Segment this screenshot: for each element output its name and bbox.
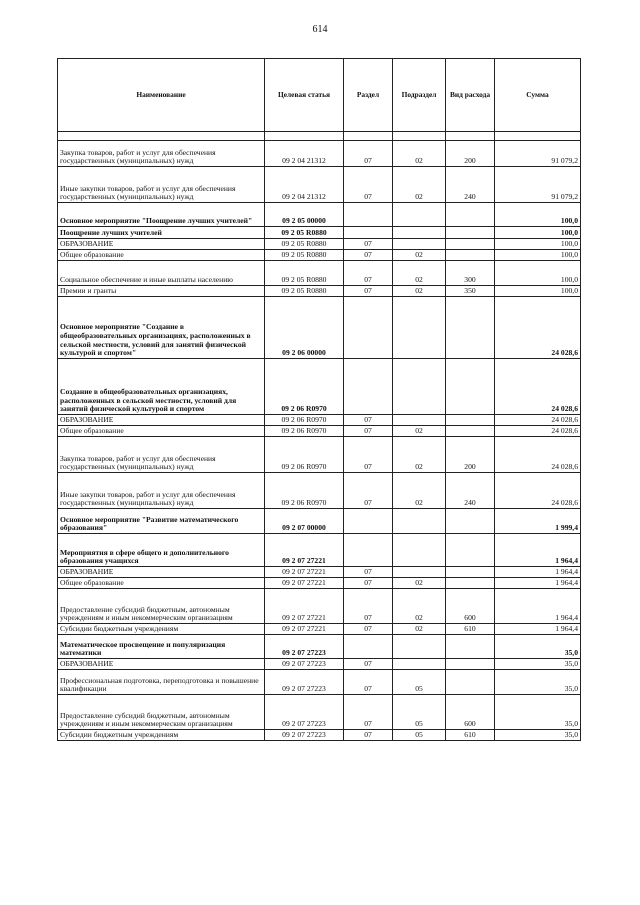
cell-section: 07 — [344, 473, 393, 509]
cell-name: Создание в общеобразовательных организациях, расположенных в сельской местности, условий для занятий физической культурой и спортом — [58, 359, 265, 415]
cell-code: 09 2 06 R0970 — [265, 415, 344, 426]
cell-type: 600 — [446, 589, 495, 624]
cell-section: 07 — [344, 286, 393, 297]
cell-subsection — [393, 297, 446, 359]
cell-section: 07 — [344, 589, 393, 624]
cell-code: 09 2 05 R0880 — [265, 227, 344, 239]
cell-code: 09 2 06 R0970 — [265, 437, 344, 473]
table-row — [58, 578, 581, 589]
cell-name: ОБРАЗОВАНИЕ — [58, 239, 265, 250]
cell-section: 07 — [344, 730, 393, 741]
header-subsection: Подраздел — [393, 59, 446, 132]
cell-subsection: 02 — [393, 261, 446, 286]
cell-subsection — [393, 203, 446, 227]
table-row — [58, 203, 581, 227]
cell-sum: 1 964,4 — [495, 589, 581, 624]
table-row — [58, 286, 581, 297]
cell-type: 350 — [446, 286, 495, 297]
cell-section: 07 — [344, 261, 393, 286]
cell-sum: 35,0 — [495, 730, 581, 741]
cell-section — [344, 509, 393, 534]
table-row — [58, 473, 581, 509]
cell-subsection: 02 — [393, 589, 446, 624]
cell-code: 09 2 07 00000 — [265, 509, 344, 534]
cell-section — [344, 635, 393, 659]
cell-code: 09 2 07 27223 — [265, 730, 344, 741]
cell-subsection — [393, 659, 446, 670]
cell-code: 09 2 06 R0970 — [265, 359, 344, 415]
cell-subsection: 02 — [393, 167, 446, 203]
cell-sum: 100,0 — [495, 261, 581, 286]
cell-subsection — [393, 415, 446, 426]
cell-sum: 24 028,6 — [495, 297, 581, 359]
budget-table — [57, 58, 581, 741]
table-row — [58, 589, 581, 624]
cell-subsection — [393, 509, 446, 534]
spacer-cell — [446, 132, 495, 141]
table-row — [58, 426, 581, 437]
cell-type — [446, 250, 495, 261]
cell-name: Общее образование — [58, 578, 265, 589]
cell-code: 09 2 07 27221 — [265, 567, 344, 578]
cell-subsection: 02 — [393, 286, 446, 297]
cell-name: Профессиональная подготовка, переподготовка и повышение квалификации — [58, 670, 265, 695]
table-row — [58, 534, 581, 567]
cell-name: Иные закупки товаров, работ и услуг для обеспечения государственных (муниципальных) нужд — [58, 473, 265, 509]
cell-type — [446, 509, 495, 534]
spacer-cell — [344, 132, 393, 141]
cell-type: 600 — [446, 695, 495, 730]
cell-code: 09 2 06 R0970 — [265, 426, 344, 437]
table-row — [58, 695, 581, 730]
cell-code: 09 2 07 27223 — [265, 635, 344, 659]
table-row — [58, 509, 581, 534]
cell-section: 07 — [344, 670, 393, 695]
table-row — [58, 167, 581, 203]
cell-name: Мероприятия в сфере общего и дополнительного образования учащихся — [58, 534, 265, 567]
cell-sum: 100,0 — [495, 227, 581, 239]
cell-code: 09 2 06 R0970 — [265, 473, 344, 509]
cell-subsection — [393, 359, 446, 415]
table-row — [58, 415, 581, 426]
cell-name: ОБРАЗОВАНИЕ — [58, 659, 265, 670]
cell-subsection: 02 — [393, 250, 446, 261]
cell-section: 07 — [344, 624, 393, 635]
table-row — [58, 635, 581, 659]
cell-code: 09 2 06 00000 — [265, 297, 344, 359]
cell-sum: 35,0 — [495, 670, 581, 695]
cell-sum: 100,0 — [495, 239, 581, 250]
cell-type — [446, 578, 495, 589]
cell-code: 09 2 07 27221 — [265, 624, 344, 635]
cell-name: Общее образование — [58, 250, 265, 261]
cell-sum: 1 964,4 — [495, 534, 581, 567]
table-header-row — [58, 59, 581, 132]
spacer-cell — [495, 132, 581, 141]
cell-name: Поощрение лучших учителей — [58, 227, 265, 239]
cell-subsection: 05 — [393, 695, 446, 730]
cell-sum: 91 079,2 — [495, 141, 581, 167]
spacer-cell — [265, 132, 344, 141]
table-row — [58, 297, 581, 359]
cell-sum: 24 028,6 — [495, 415, 581, 426]
table-row — [58, 624, 581, 635]
header-name: Наименование — [58, 59, 265, 132]
cell-name: ОБРАЗОВАНИЕ — [58, 567, 265, 578]
cell-sum: 91 079,2 — [495, 167, 581, 203]
cell-type: 200 — [446, 437, 495, 473]
table-row — [58, 227, 581, 239]
table-row — [58, 250, 581, 261]
cell-subsection: 02 — [393, 473, 446, 509]
cell-name: Общее образование — [58, 426, 265, 437]
cell-name: Предоставление субсидий бюджетным, автономным учреждениям и иным некоммерческим организациям — [58, 589, 265, 624]
spacer-row — [58, 132, 581, 141]
cell-section: 07 — [344, 437, 393, 473]
cell-subsection: 02 — [393, 624, 446, 635]
cell-section: 07 — [344, 250, 393, 261]
cell-section: 07 — [344, 578, 393, 589]
cell-code: 09 2 07 27223 — [265, 670, 344, 695]
cell-code: 09 2 05 R0880 — [265, 286, 344, 297]
cell-section: 07 — [344, 695, 393, 730]
cell-type — [446, 567, 495, 578]
cell-subsection: 02 — [393, 578, 446, 589]
cell-code: 09 2 05 R0880 — [265, 261, 344, 286]
cell-name: Основное мероприятие "Поощрение лучших учителей" — [58, 203, 265, 227]
cell-name: Закупка товаров, работ и услуг для обеспечения государственных (муниципальных) нужд — [58, 437, 265, 473]
cell-section: 07 — [344, 567, 393, 578]
table-row — [58, 359, 581, 415]
cell-type — [446, 635, 495, 659]
table-row — [58, 261, 581, 286]
cell-section — [344, 203, 393, 227]
header-type: Вид расхода — [446, 59, 495, 132]
cell-type — [446, 359, 495, 415]
page-number: 614 — [312, 24, 328, 35]
cell-code: 09 2 07 27221 — [265, 589, 344, 624]
cell-sum: 24 028,6 — [495, 437, 581, 473]
table-row — [58, 141, 581, 167]
table-row — [58, 659, 581, 670]
cell-subsection — [393, 227, 446, 239]
cell-name: Математическое просвещение и популяризация математики — [58, 635, 265, 659]
cell-subsection — [393, 567, 446, 578]
cell-name: ОБРАЗОВАНИЕ — [58, 415, 265, 426]
cell-code: 09 2 05 00000 — [265, 203, 344, 227]
cell-section — [344, 297, 393, 359]
cell-sum: 1 964,4 — [495, 578, 581, 589]
cell-sum: 24 028,6 — [495, 426, 581, 437]
cell-sum: 35,0 — [495, 635, 581, 659]
cell-type: 240 — [446, 167, 495, 203]
cell-type — [446, 203, 495, 227]
table-row — [58, 670, 581, 695]
spacer-cell — [393, 132, 446, 141]
cell-sum: 100,0 — [495, 286, 581, 297]
cell-name: Премии и гранты — [58, 286, 265, 297]
cell-subsection: 05 — [393, 670, 446, 695]
cell-type — [446, 426, 495, 437]
header-sum: Сумма — [495, 59, 581, 132]
cell-sum: 1 964,4 — [495, 567, 581, 578]
cell-code: 09 2 07 27223 — [265, 659, 344, 670]
cell-name: Предоставление субсидий бюджетным, автономным учреждениям и иным некоммерческим организациям — [58, 695, 265, 730]
cell-name: Закупка товаров, работ и услуг для обеспечения государственных (муниципальных) нужд — [58, 141, 265, 167]
cell-code: 09 2 04 21312 — [265, 167, 344, 203]
cell-sum: 35,0 — [495, 659, 581, 670]
cell-sum: 35,0 — [495, 695, 581, 730]
cell-type: 200 — [446, 141, 495, 167]
cell-name: Субсидии бюджетным учреждениям — [58, 624, 265, 635]
cell-sum: 100,0 — [495, 203, 581, 227]
cell-section — [344, 227, 393, 239]
cell-name: Основное мероприятие "Развитие математического образования" — [58, 509, 265, 534]
table-row — [58, 567, 581, 578]
header-section: Раздел — [344, 59, 393, 132]
cell-type — [446, 239, 495, 250]
cell-code: 09 2 07 27223 — [265, 695, 344, 730]
table-body — [58, 132, 581, 741]
cell-section — [344, 359, 393, 415]
cell-type: 610 — [446, 730, 495, 741]
cell-sum: 1 964,4 — [495, 624, 581, 635]
cell-subsection — [393, 635, 446, 659]
cell-code: 09 2 05 R0880 — [265, 250, 344, 261]
table-row — [58, 730, 581, 741]
cell-sum: 24 028,6 — [495, 473, 581, 509]
cell-name: Основное мероприятие "Создание в общеобразовательных организациях, расположенных в сельской местности, условий для занятий физической культурой и спортом" — [58, 297, 265, 359]
cell-name: Социальное обеспечение и иные выплаты населению — [58, 261, 265, 286]
cell-section: 07 — [344, 426, 393, 437]
cell-type: 240 — [446, 473, 495, 509]
cell-subsection: 02 — [393, 426, 446, 437]
cell-sum: 1 999,4 — [495, 509, 581, 534]
cell-type — [446, 670, 495, 695]
cell-type — [446, 534, 495, 567]
cell-section: 07 — [344, 415, 393, 426]
cell-code: 09 2 07 27221 — [265, 534, 344, 567]
cell-subsection: 02 — [393, 437, 446, 473]
cell-code: 09 2 07 27221 — [265, 578, 344, 589]
cell-type — [446, 415, 495, 426]
table-row — [58, 437, 581, 473]
cell-type — [446, 297, 495, 359]
cell-sum: 24 028,6 — [495, 359, 581, 415]
cell-section: 07 — [344, 239, 393, 250]
cell-section: 07 — [344, 167, 393, 203]
cell-section — [344, 534, 393, 567]
cell-code: 09 2 04 21312 — [265, 141, 344, 167]
cell-section: 07 — [344, 659, 393, 670]
table-row — [58, 239, 581, 250]
cell-type — [446, 227, 495, 239]
cell-name: Субсидии бюджетным учреждениям — [58, 730, 265, 741]
cell-type: 300 — [446, 261, 495, 286]
cell-section: 07 — [344, 141, 393, 167]
header-code: Целевая статья — [265, 59, 344, 132]
cell-subsection — [393, 239, 446, 250]
cell-type — [446, 659, 495, 670]
spacer-cell — [58, 132, 265, 141]
cell-type: 610 — [446, 624, 495, 635]
cell-code: 09 2 05 R0880 — [265, 239, 344, 250]
cell-subsection: 05 — [393, 730, 446, 741]
cell-name: Иные закупки товаров, работ и услуг для обеспечения государственных (муниципальных) нужд — [58, 167, 265, 203]
cell-sum: 100,0 — [495, 250, 581, 261]
cell-subsection: 02 — [393, 141, 446, 167]
cell-subsection — [393, 534, 446, 567]
